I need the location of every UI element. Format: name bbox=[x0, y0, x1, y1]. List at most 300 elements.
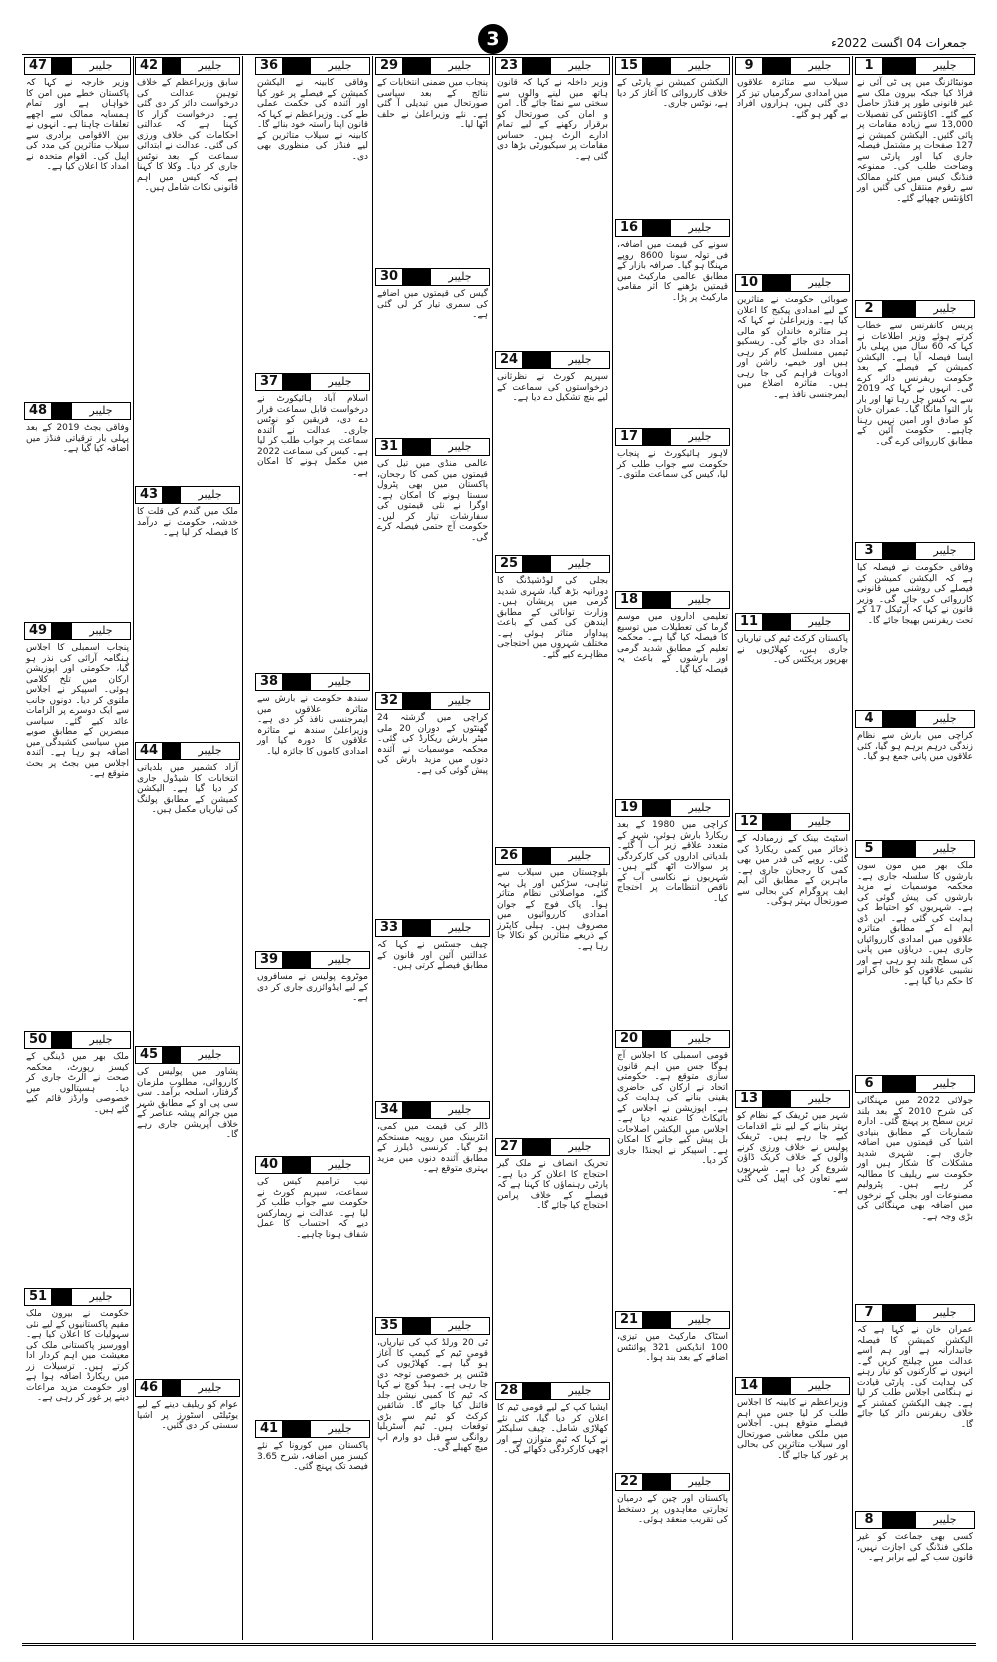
news-item bbox=[855, 1075, 975, 1300]
section-word: جلیبر bbox=[808, 615, 832, 628]
news-item-number: 1 bbox=[864, 58, 874, 73]
news-item-header bbox=[255, 1420, 370, 1438]
news-item-text: نیب ترامیم کیس کی سماعت، سپریم کورٹ نے حکومت سے جواب طلب کر لیا ہے۔ عدالت نے ریمارکس دیے کہ احتساب کا عمل شفاف ہونا چاہیے۔ bbox=[257, 1177, 368, 1240]
header-black-bar bbox=[642, 592, 671, 608]
news-item-text: اسلام آباد ہائیکورٹ نے درخواست قابل سماعت قرار دے دی، فریقین کو نوٹس جاری۔ عدالت نے آئندہ سماعت پر جواب طلب کر لیا ہے۔ کیس کی سماعت 2022 میں مکمل ہونے کا امکان ہے۔ bbox=[257, 394, 368, 478]
news-item-header bbox=[255, 57, 370, 75]
header-black-bar bbox=[642, 429, 671, 445]
section-word: جلیبر bbox=[933, 842, 957, 855]
news-item bbox=[255, 951, 370, 1152]
news-item bbox=[495, 57, 610, 347]
top-rule bbox=[22, 54, 976, 55]
news-item bbox=[735, 57, 850, 270]
section-word: جلیبر bbox=[89, 1290, 113, 1303]
section-word: جلیبر bbox=[328, 675, 352, 688]
news-item-number: 39 bbox=[259, 952, 279, 967]
news-item-number: 2 bbox=[864, 301, 874, 316]
header-black-bar bbox=[162, 1047, 181, 1063]
news-item-number: 35 bbox=[379, 1318, 399, 1333]
section-word: جلیبر bbox=[328, 953, 352, 966]
news-item-header bbox=[495, 351, 610, 369]
header-black-bar bbox=[642, 1474, 671, 1490]
news-item-number: 49 bbox=[28, 623, 48, 638]
bottom-rule bbox=[22, 1643, 976, 1646]
news-item bbox=[375, 919, 490, 1097]
news-item-number: 31 bbox=[379, 439, 399, 454]
header-black-bar bbox=[522, 352, 551, 368]
news-item-header bbox=[855, 840, 975, 858]
news-item-number: 15 bbox=[619, 58, 639, 73]
header-black-bar bbox=[882, 301, 916, 317]
news-item-number: 17 bbox=[619, 429, 639, 444]
section-word: جلیبر bbox=[568, 353, 592, 366]
header-black-bar bbox=[282, 58, 311, 74]
section-word: جلیبر bbox=[448, 1103, 472, 1116]
news-item-text: وزیراعظم نے کابینہ کا اجلاس طلب کر لیا جس میں اہم فیصلے متوقع ہیں۔ اجلاس میں ملکی معاشی صورتحال اور سیلاب متاثرین کی بحالی پر غور کیا جائے گا۔ bbox=[737, 1398, 848, 1461]
section-word: جلیبر bbox=[328, 1422, 352, 1435]
news-item bbox=[24, 402, 131, 618]
news-item-header bbox=[375, 919, 490, 937]
header-black-bar bbox=[762, 275, 791, 291]
news-item bbox=[615, 57, 730, 215]
news-item bbox=[135, 742, 240, 1042]
news-item bbox=[495, 351, 610, 551]
header-black-bar bbox=[282, 1157, 311, 1173]
header-black-bar bbox=[162, 58, 181, 74]
news-item-number: 9 bbox=[744, 58, 754, 73]
news-item-text: پشاور میں پولیس کی کارروائی، مطلوب ملزمان گرفتار، اسلحہ برآمد۔ سی سی پی او کے مطابق شہر میں جرائم پیشہ عناصر کے خلاف آپریشن جاری رہے گا۔ bbox=[137, 1067, 238, 1140]
section-word: جلیبر bbox=[808, 815, 832, 828]
news-item-number: 45 bbox=[139, 1047, 159, 1062]
news-item-text: تعلیمی اداروں میں موسم گرما کی تعطیلات میں توسیع کا فیصلہ کیا گیا ہے۔ محکمہ تعلیم کے مطابق شدید گرمی اور بارشوں کے باعث یہ فیصلہ کیا گیا۔ bbox=[617, 612, 728, 675]
news-item-text: پنجاب اسمبلی کا اجلاس ہنگامہ آرائی کی نذر ہو گیا، حکومتی اور اپوزیشن ارکان میں تلخ کلامی ہوئی۔ اسپیکر نے اجلاس ملتوی کر دیا۔ دونوں جانب سے ایک دوسرے پر الزامات عائد کیے گئے۔ سیاسی مبصرین کے مطابق صوبے میں سیاسی کشیدگی میں اضافہ ہو رہا ہے۔ آئندہ اجلاس میں بجٹ پر بحث متوقع ہے۔ bbox=[26, 643, 129, 779]
news-item-number: 10 bbox=[739, 275, 759, 290]
header-black-bar bbox=[522, 1139, 551, 1155]
news-item bbox=[855, 542, 975, 706]
news-item bbox=[855, 1304, 975, 1507]
news-item-header bbox=[735, 57, 850, 75]
header-black-bar bbox=[642, 1031, 671, 1047]
news-item bbox=[855, 710, 975, 836]
news-item-number: 16 bbox=[619, 220, 639, 235]
news-item-number: 24 bbox=[499, 352, 519, 367]
news-item-header bbox=[495, 1138, 610, 1156]
news-item-text: اسٹاک مارکیٹ میں تیزی، 100 انڈیکس 321 پوائنٹس اضافے کے بعد بند ہوا۔ bbox=[617, 1332, 728, 1363]
news-item-number: 27 bbox=[499, 1139, 519, 1154]
news-item-text: کراچی میں بارش سے نظام زندگی درہم برہم ہو گیا، کئی علاقوں میں پانی جمع ہو گیا۔ bbox=[857, 731, 973, 762]
news-item-header bbox=[375, 1101, 490, 1119]
header-black-bar bbox=[762, 814, 791, 830]
news-item bbox=[375, 438, 490, 688]
news-item-header bbox=[855, 57, 975, 75]
header-black-bar bbox=[882, 543, 916, 559]
news-item-number: 46 bbox=[139, 1380, 159, 1395]
section-word: جلیبر bbox=[688, 593, 712, 606]
news-item-header bbox=[24, 622, 131, 640]
news-item-number: 11 bbox=[739, 614, 759, 629]
section-word: جلیبر bbox=[448, 921, 472, 934]
news-item-number: 22 bbox=[619, 1474, 639, 1489]
news-item bbox=[135, 57, 240, 482]
news-item-header bbox=[615, 591, 730, 609]
news-item-header bbox=[615, 799, 730, 817]
news-item-header bbox=[255, 673, 370, 691]
news-item-text: قومی اسمبلی کا اجلاس آج ہوگا جس میں اہم قانون سازی متوقع ہے۔ حکومتی اتحاد نے ارکان کی حاضری یقینی بنانے کی ہدایت کی ہے۔ اپوزیشن نے اجلاس کے بائیکاٹ کا عندیہ دیا ہے۔ اجلاس میں الیکشن اصلاحات بل پیش کیے جانے کا امکان ہے۔ اسپیکر نے ایجنڈا جاری کر دیا۔ bbox=[617, 1051, 728, 1166]
section-word: جلیبر bbox=[198, 1048, 222, 1061]
news-item-header bbox=[135, 1379, 240, 1397]
news-item-header bbox=[495, 1382, 610, 1400]
section-word: جلیبر bbox=[688, 801, 712, 814]
header-black-bar bbox=[402, 1318, 431, 1334]
header-black-bar bbox=[402, 439, 431, 455]
news-item-number: 3 bbox=[864, 543, 874, 558]
news-item bbox=[135, 486, 240, 738]
news-item-text: ڈالر کی قیمت میں کمی، انٹربینک میں روپیہ مستحکم ہو گیا۔ کرنسی ڈیلرز کے مطابق آئندہ دنوں میں مزید بہتری متوقع ہے۔ bbox=[377, 1122, 488, 1174]
news-item bbox=[615, 1311, 730, 1469]
section-word: جلیبر bbox=[933, 1077, 957, 1090]
news-item bbox=[375, 268, 490, 434]
news-item-text: بجلی کی لوڈشیڈنگ کا دورانیہ بڑھ گیا، شہری شدید گرمی میں پریشان ہیں۔ وزارت توانائی کے مطابق ایندھن کی کمی کے باعث پیداوار متاثر ہوئی ہے۔ مختلف شہروں میں احتجاجی مظاہرے کیے گئے۔ bbox=[497, 576, 608, 660]
header-black-bar bbox=[51, 58, 72, 74]
masthead bbox=[0, 0, 997, 50]
news-item-text: وزیر داخلہ نے کہا کہ قانون ہاتھ میں لینے والوں سے سختی سے نمٹا جائے گا۔ امن و امان کی صورتحال کو برقرار رکھنے کے لیے تمام ادارے الرٹ ہیں۔ حساس مقامات پر سیکیورٹی بڑھا دی گئی ہے۔ bbox=[497, 78, 608, 162]
news-item-text: پاکستان میں کورونا کے نئے کیسز میں اضافہ، شرح 3.65 فیصد تک پہنچ گئی۔ bbox=[257, 1441, 368, 1472]
header-black-bar bbox=[402, 1102, 431, 1118]
news-item-header bbox=[375, 438, 490, 456]
section-word: جلیبر bbox=[688, 430, 712, 443]
news-item-header bbox=[735, 1377, 850, 1395]
news-item-header bbox=[855, 300, 975, 318]
news-item-number: 47 bbox=[28, 58, 48, 73]
news-item-header bbox=[855, 542, 975, 560]
header-black-bar bbox=[882, 1512, 916, 1528]
section-word: جلیبر bbox=[568, 557, 592, 570]
news-item-text: چیف جسٹس نے کہا کہ عدالتیں آئین اور قانون کے مطابق فیصلے کرتی ہیں۔ bbox=[377, 940, 488, 971]
news-item-header bbox=[255, 951, 370, 969]
section-word: جلیبر bbox=[568, 59, 592, 72]
column-divider bbox=[372, 56, 373, 1640]
news-item bbox=[735, 813, 850, 1086]
section-word: جلیبر bbox=[688, 1313, 712, 1326]
news-item-text: وفاقی کابینہ نے الیکشن کمیشن کے فیصلے پر غور کیا اور آئندہ کی حکمت عملی طے کی۔ وزیراعظم نے کہا کہ قانون اپنا راستہ خود بنائے گا۔ کابینہ نے سیلاب متاثرین کے لیے فنڈز کی منظوری بھی دی۔ bbox=[257, 78, 368, 162]
section-word: جلیبر bbox=[198, 1381, 222, 1394]
news-item-header bbox=[495, 57, 610, 75]
news-item-number: 44 bbox=[139, 743, 159, 758]
news-item-number: 13 bbox=[739, 1091, 759, 1106]
section-word: جلیبر bbox=[688, 1032, 712, 1045]
news-item bbox=[375, 692, 490, 915]
news-item-header bbox=[855, 1511, 975, 1529]
news-item-header bbox=[255, 1156, 370, 1174]
section-word: جلیبر bbox=[568, 1140, 592, 1153]
news-item-number: 5 bbox=[864, 841, 874, 856]
column-divider bbox=[133, 56, 134, 1640]
header-black-bar bbox=[762, 614, 791, 630]
news-item-text: بلوچستان میں سیلاب سے تباہی، سڑکیں اور پل بہہ گئے، مواصلاتی نظام متاثر ہوا۔ پاک فوج کے جوان امدادی کارروائیوں میں مصروف ہیں۔ ہیلی کاپٹرز کے ذریعے متاثرین کو نکالا جا رہا ہے۔ bbox=[497, 868, 608, 952]
section-word: جلیبر bbox=[808, 1379, 832, 1392]
news-item bbox=[855, 840, 975, 1071]
section-word: جلیبر bbox=[89, 59, 113, 72]
news-item-text: عوام کو ریلیف دینے کے لیے یوٹیلٹی اسٹورز پر اشیا سستی کر دی گئیں۔ bbox=[137, 1400, 238, 1431]
news-item bbox=[735, 274, 850, 609]
news-item-text: پاکستان اور چین کے درمیان تجارتی معاہدوں پر دستخط کی تقریب منعقد ہوئی۔ bbox=[617, 1494, 728, 1525]
page-date: جمعرات 04 اگست 2022ء bbox=[831, 36, 967, 50]
section-word: جلیبر bbox=[448, 440, 472, 453]
news-item-header bbox=[24, 57, 131, 75]
news-item bbox=[375, 57, 490, 264]
header-black-bar bbox=[282, 1421, 311, 1437]
header-black-bar bbox=[762, 1091, 791, 1107]
section-word: جلیبر bbox=[688, 221, 712, 234]
news-item bbox=[615, 1473, 730, 1633]
section-word: جلیبر bbox=[448, 694, 472, 707]
header-black-bar bbox=[882, 841, 916, 857]
section-word: جلیبر bbox=[808, 276, 832, 289]
news-item bbox=[255, 673, 370, 947]
news-item-number: 32 bbox=[379, 693, 399, 708]
header-black-bar bbox=[762, 1378, 791, 1394]
section-word: جلیبر bbox=[328, 59, 352, 72]
column-divider bbox=[852, 56, 853, 1640]
header-black-bar bbox=[882, 58, 916, 74]
news-item bbox=[24, 57, 131, 398]
news-item-text: صوبائی حکومت نے متاثرین کے لیے امدادی پیکیج کا اعلان کیا ہے۔ وزیراعلیٰ نے کہا کہ ہر متاثرہ خاندان کو مالی امداد دی جائے گی۔ ریسکیو ٹیمیں مسلسل کام کر رہی ہیں اور خیمے، راشن اور ادویات فراہم کی جا رہی ہیں۔ متاثرہ اضلاع میں ایمرجنسی نافذ ہے۔ bbox=[737, 295, 848, 400]
news-item bbox=[24, 1031, 131, 1284]
news-item-text: سپریم کورٹ نے نظرثانی درخواستوں کی سماعت کے لیے بنچ تشکیل دے دیا ہے۔ bbox=[497, 372, 608, 403]
header-black-bar bbox=[402, 58, 431, 74]
news-item-number: 12 bbox=[739, 814, 759, 829]
header-black-bar bbox=[51, 1032, 72, 1048]
news-item-text: پاکستان کرکٹ ٹیم کی تیاریاں جاری ہیں، کھلاڑیوں نے بھرپور پریکٹس کی۔ bbox=[737, 634, 848, 665]
column-divider bbox=[732, 56, 733, 1640]
section-word: جلیبر bbox=[933, 59, 957, 72]
news-item bbox=[135, 1046, 240, 1375]
news-item-text: ملک میں گندم کی قلت کا خدشہ، حکومت نے درآمد کا فیصلہ کر لیا ہے۔ bbox=[137, 507, 238, 538]
section-word: جلیبر bbox=[198, 744, 222, 757]
news-item-number: 8 bbox=[864, 1512, 874, 1527]
news-item-text: مونیٹائزنگ میں پی ٹی آئی نے فراڈ کیا جبکہ بیرون ملک سے غیر قانونی طور پر فنڈز حاصل کیے گئے۔ اکاؤنٹس کی تفصیلات 13,000 سے زیادہ مقامات پر پائی گئیں۔ الیکشن کمیشن نے 127 صفحات پر مشتمل فیصلہ جاری کیا اور پارٹی سے وضاحت طلب کی۔ ممنوعہ فنڈنگ کیس میں کئی ممالک سے رقوم منتقل کی گئیں اور اکاؤنٹس چھپائے گئے۔ bbox=[857, 78, 973, 204]
news-item-number: 42 bbox=[139, 58, 159, 73]
header-black-bar bbox=[402, 920, 431, 936]
news-item-number: 14 bbox=[739, 1378, 759, 1393]
news-item-header bbox=[24, 1288, 131, 1306]
news-item-number: 19 bbox=[619, 800, 639, 815]
news-item-number: 37 bbox=[259, 374, 279, 389]
news-item-text: الیکشن کمیشن نے پارٹی کے خلاف کارروائی کا آغاز کر دیا ہے، نوٹس جاری۔ bbox=[617, 78, 728, 109]
news-item-text: ملک بھر میں ڈینگی کے کیسز رپورٹ، محکمہ صحت نے الرٹ جاری کر دیا۔ ہسپتالوں میں خصوصی وارڈز قائم کیے گئے ہیں۔ bbox=[26, 1052, 129, 1115]
news-item-text: لاہور ہائیکورٹ نے پنجاب حکومت سے جواب طلب کر لیا، کیس کی سماعت ملتوی۔ bbox=[617, 449, 728, 480]
header-black-bar bbox=[282, 374, 311, 390]
news-item-header bbox=[855, 1075, 975, 1093]
header-black-bar bbox=[162, 1380, 181, 1396]
news-item-text: وزیر خارجہ نے کہا کہ پاکستان خطے میں امن کا خواہاں ہے اور تمام ہمسایہ ممالک سے اچھے تعلقات چاہتا ہے۔ انہوں نے بین الاقوامی برادری سے سیلاب متاثرین کی مدد کی اپیل کی۔ اقوام متحدہ نے امداد کا اعلان کیا ہے۔ bbox=[26, 78, 129, 172]
news-item-header bbox=[615, 1030, 730, 1048]
header-black-bar bbox=[51, 623, 72, 639]
news-item-number: 30 bbox=[379, 269, 399, 284]
news-item-header bbox=[735, 1090, 850, 1108]
header-black-bar bbox=[522, 58, 551, 74]
header-black-bar bbox=[642, 220, 671, 236]
news-item bbox=[24, 622, 131, 1027]
news-item bbox=[615, 428, 730, 587]
news-item-number: 25 bbox=[499, 556, 519, 571]
news-item-number: 21 bbox=[619, 1312, 639, 1327]
news-item-text: عمران خان نے کہا ہے کہ الیکشن کمیشن کا فیصلہ جانبدارانہ ہے اور ہم اسے عدالت میں چیلنج کریں گے۔ انہوں نے کارکنوں کو تیار رہنے کی ہدایت کی۔ پارٹی قیادت نے ہنگامی اجلاس طلب کر لیا ہے۔ چیف الیکشن کمشنر کے خلاف ریفرنس دائر کیا جائے گا۔ bbox=[857, 1325, 973, 1430]
news-item-header bbox=[24, 1031, 131, 1049]
news-item-header bbox=[135, 1046, 240, 1064]
header-black-bar bbox=[642, 800, 671, 816]
news-item bbox=[495, 1138, 610, 1378]
news-item-header bbox=[375, 692, 490, 710]
news-item-number: 6 bbox=[864, 1076, 874, 1091]
news-item-text: سونے کی قیمت میں اضافہ، فی تولہ سونا 8600 روپے مہنگا ہو گیا۔ صرافہ بازار کے مطابق عالمی مارکیٹ میں قیمتیں بڑھنے کا اثر مقامی مارکیٹ پر پڑا۔ bbox=[617, 240, 728, 303]
section-word: جلیبر bbox=[198, 488, 222, 501]
news-item-header bbox=[615, 428, 730, 446]
section-word: جلیبر bbox=[568, 1384, 592, 1397]
news-item bbox=[255, 1420, 370, 1633]
news-item-number: 20 bbox=[619, 1031, 639, 1046]
news-item-text: تحریک انصاف نے ملک گیر احتجاج کا اعلان کر دیا ہے۔ پارٹی رہنماؤں کا کہنا ہے کہ فیصلے کے خلاف پرامن احتجاج کیا جائے گا۔ bbox=[497, 1159, 608, 1211]
news-item bbox=[255, 1156, 370, 1416]
page-number-badge: 3 bbox=[478, 24, 508, 54]
section-word: جلیبر bbox=[933, 712, 957, 725]
news-item-number: 40 bbox=[259, 1157, 279, 1172]
section-word: جلیبر bbox=[933, 302, 957, 315]
news-item-number: 36 bbox=[259, 58, 279, 73]
news-item-text: ٹی 20 ورلڈ کپ کی تیاریاں، قومی ٹیم کے کیمپ کا آغاز ہو گیا ہے۔ کھلاڑیوں کی فٹنس پر خصوصی توجہ دی جا رہی ہے۔ ہیڈ کوچ نے کہا کہ ٹیم کا کمبی نیشن جلد فائنل کیا جائے گا۔ شائقین کرکٹ کو ٹیم سے بڑی توقعات ہیں۔ ٹیم آسٹریلیا روانگی سے قبل دو وارم اپ میچ کھیلے گی۔ bbox=[377, 1338, 488, 1453]
header-black-bar bbox=[882, 1305, 916, 1321]
section-word: جلیبر bbox=[448, 270, 472, 283]
news-item-text: کسی بھی جماعت کو غیر ملکی فنڈنگ کی اجازت نہیں، قانون سب کے لیے برابر ہے۔ bbox=[857, 1532, 973, 1563]
news-item-text: شہر میں ٹریفک کے نظام کو بہتر بنانے کے لیے نئے اقدامات کیے جا رہے ہیں۔ ٹریفک پولیس نے خلاف ورزی کرنے والوں کے خلاف کریک ڈاؤن شروع کر دیا ہے۔ شہریوں سے تعاون کی اپیل کی گئی ہے۔ bbox=[737, 1111, 848, 1195]
header-black-bar bbox=[162, 487, 181, 503]
news-item-text: کراچی میں 1980 کے بعد ریکارڈ بارش ہوئی، شہر کے متعدد علاقے زیر آب آ گئے۔ بلدیاتی اداروں کی کارکردگی پر سوالات اٹھ گئے ہیں۔ شہریوں نے نکاسی آب کے ناقص انتظامات پر احتجاج کیا۔ bbox=[617, 820, 728, 904]
news-item-header bbox=[375, 1317, 490, 1335]
news-item bbox=[615, 219, 730, 424]
news-item-header bbox=[615, 1473, 730, 1491]
section-word: جلیبر bbox=[198, 59, 222, 72]
section-word: جلیبر bbox=[328, 375, 352, 388]
header-black-bar bbox=[402, 693, 431, 709]
section-word: جلیبر bbox=[688, 59, 712, 72]
column-divider bbox=[492, 56, 493, 1640]
news-item-number: 41 bbox=[259, 1421, 279, 1436]
news-item bbox=[375, 1317, 490, 1634]
news-item bbox=[855, 57, 975, 296]
news-item-text: پنجاب میں ضمنی انتخابات کے نتائج کے بعد سیاسی صورتحال میں تبدیلی آ گئی ہے۔ نئے وزیراعلیٰ نے حلف اٹھا لیا۔ bbox=[377, 78, 488, 130]
column-divider bbox=[242, 56, 243, 1640]
news-item-number: 7 bbox=[864, 1305, 874, 1320]
news-item bbox=[615, 591, 730, 795]
news-item-number: 26 bbox=[499, 848, 519, 863]
news-item bbox=[735, 1090, 850, 1373]
news-item-text: کراچی میں گزشتہ 24 گھنٹوں کے دوران 20 ملی میٹر بارش ریکارڈ کی گئی۔ محکمہ موسمیات نے آئندہ دنوں میں مزید بارش کی پیش گوئی کی ہے۔ bbox=[377, 713, 488, 776]
header-black-bar bbox=[162, 743, 181, 759]
news-item-header bbox=[615, 219, 730, 237]
news-item-header bbox=[135, 742, 240, 760]
news-item-header bbox=[135, 57, 240, 75]
news-item bbox=[615, 799, 730, 1026]
news-item-text: آزاد کشمیر میں بلدیاتی انتخابات کا شیڈول جاری کر دیا گیا ہے۔ الیکشن کمیشن کے مطابق پولنگ کی تیاریاں مکمل ہیں۔ bbox=[137, 763, 238, 815]
news-item-number: 28 bbox=[499, 1383, 519, 1398]
news-item-text: ملک بھر میں مون سون بارشوں کا سلسلہ جاری ہے۔ محکمہ موسمیات نے مزید بارشوں کی پیش گوئی کی ہے۔ شہریوں کو احتیاط کی ہدایت کی گئی ہے۔ این ڈی ایم اے کے مطابق متاثرہ علاقوں میں امدادی کارروائیاں جاری ہیں۔ دریاؤں میں پانی کی سطح بلند ہو رہی ہے اور نشیبی علاقوں کو خالی کرانے کا حکم دیا گیا ہے۔ bbox=[857, 861, 973, 987]
header-black-bar bbox=[282, 674, 311, 690]
news-item-number: 29 bbox=[379, 58, 399, 73]
news-item bbox=[855, 300, 975, 538]
news-item bbox=[735, 1377, 850, 1633]
news-item-text: موٹروے پولیس نے مسافروں کے لیے ایڈوائزری جاری کر دی ہے۔ bbox=[257, 972, 368, 1003]
section-word: جلیبر bbox=[568, 849, 592, 862]
section-word: جلیبر bbox=[688, 1475, 712, 1488]
header-black-bar bbox=[642, 1312, 671, 1328]
news-item-number: 50 bbox=[28, 1032, 48, 1047]
news-item bbox=[135, 1379, 240, 1633]
news-item-text: عالمی منڈی میں تیل کی قیمتوں میں کمی کا رجحان، پاکستان میں بھی پٹرول سستا ہونے کا امکان ہے۔ اوگرا نے نئی قیمتوں کی سفارشات تیار کر لیں۔ حکومت آج حتمی فیصلہ کرے گی۔ bbox=[377, 459, 488, 543]
section-word: جلیبر bbox=[89, 404, 113, 417]
header-black-bar bbox=[642, 58, 671, 74]
news-item-header bbox=[615, 1311, 730, 1329]
section-word: جلیبر bbox=[448, 59, 472, 72]
news-item-header bbox=[135, 486, 240, 504]
section-word: جلیبر bbox=[933, 544, 957, 557]
news-item-text: ایشیا کپ کے لیے قومی ٹیم کا اعلان کر دیا گیا، کئی نئے کھلاڑی شامل۔ چیف سلیکٹر نے کہا کہ ٹیم متوازن ہے اور اچھی کارکردگی دکھائے گی۔ bbox=[497, 1403, 608, 1455]
news-item-text: حکومت نے بیرون ملک مقیم پاکستانیوں کے لیے نئی سہولیات کا اعلان کیا ہے۔ اوورسیز پاکستانی ملک کی معیشت میں اہم کردار ادا کرتے ہیں۔ ترسیلات زر میں ریکارڈ اضافہ ہوا ہے اور حکومت مزید مراعات دینے پر غور کر رہی ہے۔ bbox=[26, 1309, 129, 1403]
news-item-header bbox=[495, 847, 610, 865]
news-item-text: گیس کی قیمتوں میں اضافے کی سمری تیار کر لی گئی ہے۔ bbox=[377, 289, 488, 320]
news-item-header bbox=[615, 57, 730, 75]
news-item-text: اسٹیٹ بینک کے زرمبادلہ کے ذخائر میں کمی ریکارڈ کی گئی۔ روپے کی قدر میں بھی کمی کا رجحان جاری ہے۔ ماہرین کے مطابق آئی ایم ایف پروگرام کی بحالی سے صورتحال بہتر ہوگی۔ bbox=[737, 834, 848, 907]
news-item-number: 48 bbox=[28, 403, 48, 418]
news-item-number: 23 bbox=[499, 58, 519, 73]
header-black-bar bbox=[51, 403, 72, 419]
section-word: جلیبر bbox=[933, 1513, 957, 1526]
news-item-text: جولائی 2022 میں مہنگائی کی شرح 2010 کے بعد بلند ترین سطح پر پہنچ گئی۔ ادارہ شماریات کے مطابق بنیادی اشیا کی قیمتوں میں اضافہ جاری ہے۔ شہری شدید مشکلات کا شکار ہیں اور حکومت سے ریلیف کا مطالبہ کر رہے ہیں۔ پٹرولیم مصنوعات اور بجلی کے نرخوں میں اضافہ بھی مہنگائی کی بڑی وجہ ہے۔ bbox=[857, 1096, 974, 1222]
news-item bbox=[495, 1382, 610, 1633]
section-word: جلیبر bbox=[89, 1033, 113, 1046]
header-black-bar bbox=[882, 1076, 916, 1092]
news-item-header bbox=[735, 613, 850, 631]
news-item-text: وفاقی حکومت نے فیصلہ کیا ہے کہ الیکشن کمیشن کے فیصلے کی روشنی میں قانونی کارروائی کی جائے گی۔ وزیر قانون نے کہا کہ آرٹیکل 17 کے تحت ریفرنس بھیجا جائے گا۔ bbox=[857, 563, 974, 626]
news-item bbox=[495, 555, 610, 843]
news-item-number: 51 bbox=[28, 1289, 48, 1304]
news-item-header bbox=[375, 57, 490, 75]
news-item bbox=[855, 1511, 975, 1634]
header-black-bar bbox=[762, 58, 791, 74]
header-black-bar bbox=[522, 848, 551, 864]
news-item-text: سابق وزیراعظم کے خلاف توہین عدالت کی درخواست دائر کر دی گئی ہے۔ درخواست گزار کا کہنا ہے کہ عدالتی احکامات کی خلاف ورزی کی گئی۔ عدالت نے ابتدائی سماعت کے بعد نوٹس جاری کر دیا۔ وکلا کا کہنا ہے کہ کیس میں اہم قانونی نکات شامل ہیں۔ bbox=[137, 78, 238, 193]
news-item-header bbox=[735, 813, 850, 831]
section-word: جلیبر bbox=[808, 59, 832, 72]
section-word: جلیبر bbox=[448, 1319, 472, 1332]
header-black-bar bbox=[51, 1289, 72, 1305]
news-item-number: 43 bbox=[139, 487, 159, 502]
news-item bbox=[375, 1101, 490, 1313]
section-word: جلیبر bbox=[89, 624, 113, 637]
news-item-text: پریس کانفرنس سے خطاب کرتے ہوئے وزیر اطلاعات نے کہا کہ 60 سال میں پہلی بار ایسا فیصلہ آیا ہے۔ الیکشن کمیشن کے فیصلے کے بعد حکومت ریفرنس دائر کرے گی۔ انہوں نے کہا کہ 2019 سے یہ کیس چل رہا تھا اور بار بار التوا مانگا گیا۔ عمران خان کو صادق اور امین نہیں رہنا چاہیے۔ حکومت آئین کے مطابق کارروائی کرے گی۔ bbox=[857, 321, 973, 447]
news-item-number: 38 bbox=[259, 674, 279, 689]
header-black-bar bbox=[882, 711, 916, 727]
news-item-number: 33 bbox=[379, 920, 399, 935]
news-item-number: 18 bbox=[619, 592, 639, 607]
news-item bbox=[735, 613, 850, 809]
news-item-text: سیلاب سے متاثرہ علاقوں میں امدادی سرگرمیاں تیز کر دی گئی ہیں، ہزاروں افراد بے گھر ہو گئے۔ bbox=[737, 78, 848, 120]
news-item-header bbox=[375, 268, 490, 286]
news-item-header bbox=[255, 373, 370, 391]
news-item bbox=[255, 57, 370, 369]
news-item bbox=[255, 373, 370, 669]
news-item-header bbox=[855, 710, 975, 728]
news-item-text: سندھ حکومت نے بارش سے متاثرہ علاقوں میں ایمرجنسی نافذ کر دی ہے۔ وزیراعلیٰ سندھ نے متاثرہ علاقوں کا دورہ کیا اور امدادی کاموں کا جائزہ لیا۔ bbox=[257, 694, 368, 757]
